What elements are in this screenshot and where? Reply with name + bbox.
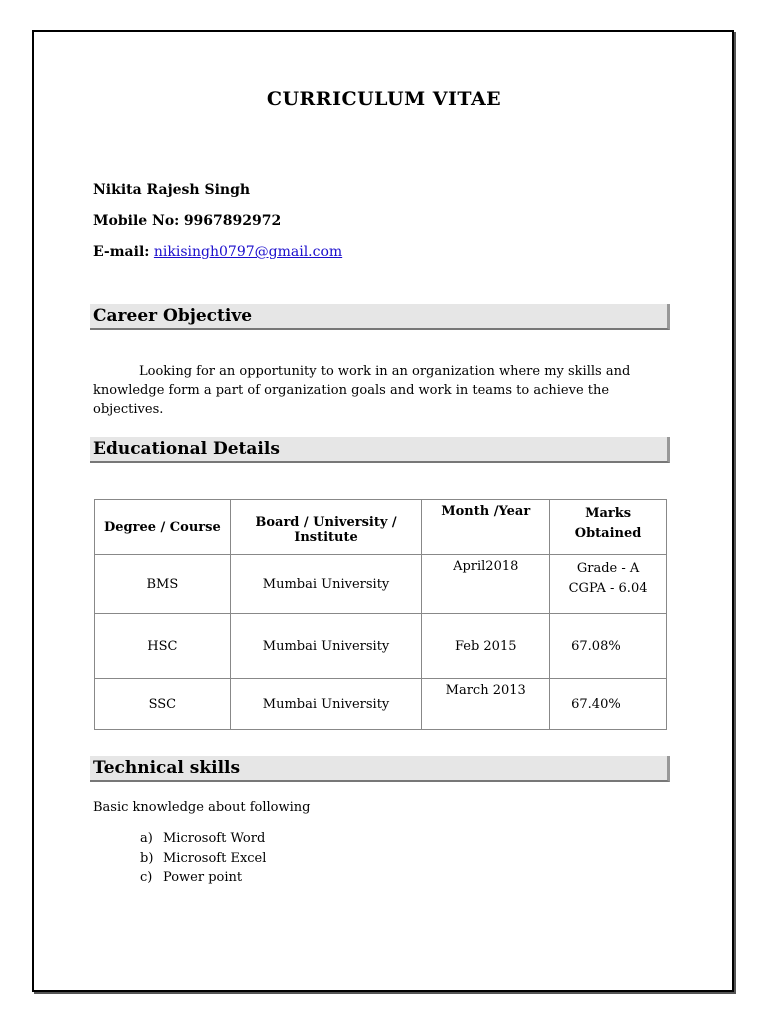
board-cell: Mumbai University — [230, 555, 422, 614]
table-header-row — [95, 500, 667, 555]
education-table — [94, 499, 667, 730]
date-cell: March 2013 — [422, 679, 550, 730]
technical-skills-heading: Technical skills — [93, 758, 241, 778]
candidate-name: Nikita Rajesh Singh — [93, 182, 251, 198]
email-line — [93, 244, 342, 260]
marks-cell: 67.40% — [550, 679, 667, 730]
degree-cell: SSC — [95, 679, 231, 730]
board-cell: Mumbai University — [230, 614, 422, 679]
list-item: a) Microsoft Word — [140, 831, 266, 846]
table-row — [95, 679, 667, 730]
degree-cell: HSC — [95, 614, 231, 679]
date-cell: April2018 — [422, 555, 550, 614]
column-header-date: Month /Year — [422, 500, 550, 555]
career-objective-header — [90, 304, 670, 330]
marks-cell: 67.08% — [550, 614, 667, 679]
table-row — [95, 555, 667, 614]
page-title: CURRICULUM VITAE — [266, 88, 502, 110]
mobile-label: Mobile No: — [93, 213, 180, 229]
column-header-marks: Marks Obtained — [550, 500, 667, 555]
email-link[interactable]: nikisingh0797@gmail.com — [153, 244, 343, 260]
list-item: b) Microsoft Excel — [140, 850, 267, 866]
list-item: c) Power point — [140, 870, 243, 885]
email-label: E-mail: — [93, 244, 150, 260]
degree-cell: BMS — [95, 555, 231, 614]
board-cell: Mumbai University — [230, 679, 422, 730]
career-objective-heading: Career Objective — [93, 306, 253, 326]
table-row — [95, 614, 667, 679]
education-heading: Educational Details — [93, 439, 280, 459]
education-header — [90, 437, 670, 463]
technical-skills-header — [90, 756, 670, 782]
marks-cell: Grade - A CGPA - 6.04 — [550, 555, 667, 614]
date-cell: Feb 2015 — [422, 614, 550, 679]
skills-list — [140, 829, 266, 888]
mobile-line — [93, 213, 281, 229]
column-header-degree: Degree / Course — [95, 500, 231, 555]
career-objective-text: Looking for an opportunity to work in an organization where my skills and knowledge form a part of organization goals and work in teams to achieve the objectives. — [93, 364, 631, 417]
mobile-value: 9967892972 — [183, 213, 282, 229]
column-header-board: Board / University / Institute — [230, 500, 422, 555]
skills-intro: Basic knowledge about following — [93, 800, 311, 815]
